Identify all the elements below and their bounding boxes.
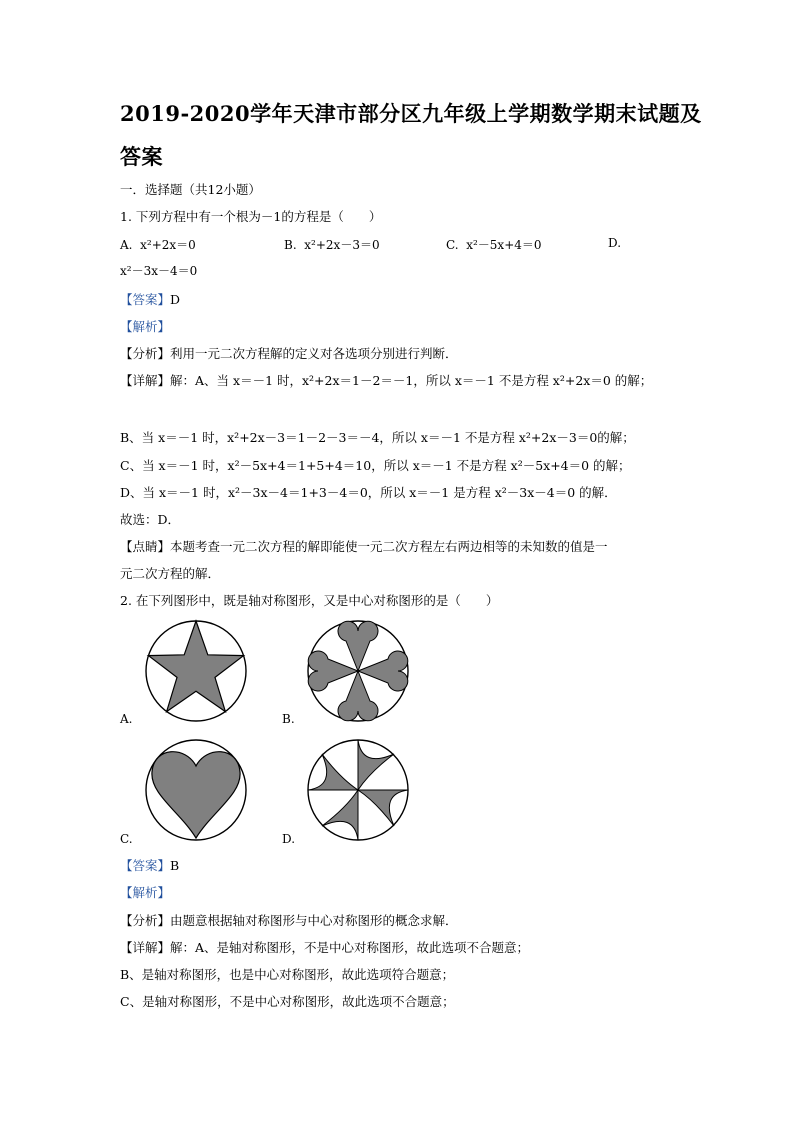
q2-detail-c: C、是轴对称图形，不是中心对称图形，故此选项不合题意； — [120, 994, 455, 1009]
q1-dianjing-cont: 元二次方程的解． — [120, 566, 221, 581]
q1-detail-d: D、当 x＝－1 时，x²－3x－4＝1+3－4＝0，所以 x＝－1 是方程 x²－3x－4＝0 的解． — [120, 485, 617, 500]
q2-fenxi: 【分析】由题意根据轴对称图形与中心对称图形的概念求解． — [120, 913, 458, 928]
q1-option-d: x²－3x－4＝0 — [120, 264, 198, 278]
q1-option-a: A. x²+2x＝0 — [120, 238, 196, 252]
q1-detail-a: 【详解】解：A、当 x＝－1 时，x²+2x＝1－2＝－1，所以 x＝－1 不是方程 x²+2x＝0 的解； — [120, 373, 653, 388]
q1-dianjing: 【点睛】本题考查一元二次方程的解即能使一元二次方程左右两边相等的未知数的值是一 — [120, 539, 608, 554]
answer-tag: 【答案】 — [120, 858, 171, 873]
doc-title-line1: 2019-2020学年天津市部分区九年级上学期数学期末试题及 — [120, 101, 702, 126]
doc-title-line2: 答案 — [120, 144, 163, 169]
section-heading: 一．选择题（共12小题） — [120, 182, 261, 197]
q2-answer: 【答案】B — [120, 858, 180, 873]
q2-stem: 2. 在下列图形中，既是轴对称图形，又是中心对称图形的是（ ） — [120, 593, 499, 608]
q1-analysis-tag: 【解析】 — [120, 319, 171, 334]
q1-option-c: C. x²－5x+4＝0 — [446, 238, 542, 252]
heart-in-circle-icon — [144, 738, 248, 842]
answer-tag: 【答案】 — [120, 292, 171, 307]
q1-fenxi: 【分析】利用一元二次方程解的定义对各选项分别进行判断． — [120, 346, 458, 361]
q2-label-c: C. — [120, 832, 133, 846]
q1-detail-b: B、当 x＝－1 时，x²+2x－3＝1－2－3＝－4，所以 x＝－1 不是方程 x²+2x－3＝0的解； — [120, 430, 635, 445]
q2-label-a: A. — [120, 712, 133, 726]
star-in-circle-icon — [144, 619, 248, 723]
q2-label-b: B. — [282, 712, 295, 726]
pinwheel-in-circle-icon — [306, 738, 410, 842]
q1-option-b: B. x²+2x－3＝0 — [284, 238, 380, 252]
q2-label-d: D. — [282, 832, 296, 846]
q1-stem: 1. 下列方程中有一个根为－1的方程是（ ） — [120, 209, 382, 224]
q2-analysis-tag: 【解析】 — [120, 885, 171, 900]
q1-detail-c: C、当 x＝－1 时，x²－5x+4＝1+5+4＝10，所以 x＝－1 不是方程 x²－5x+4＝0 的解； — [120, 458, 631, 473]
q2-detail-a: 【详解】解：A、是轴对称图形，不是中心对称图形，故此选项不合题意； — [120, 940, 530, 955]
q1-conclusion: 故选：D． — [120, 512, 181, 527]
four-hearts-in-circle-icon — [306, 619, 410, 723]
q2-detail-b: B、是轴对称图形，也是中心对称图形，故此选项符合题意； — [120, 967, 455, 982]
q1-option-d-label: D. — [608, 236, 622, 250]
q1-answer: 【答案】D — [120, 292, 181, 307]
